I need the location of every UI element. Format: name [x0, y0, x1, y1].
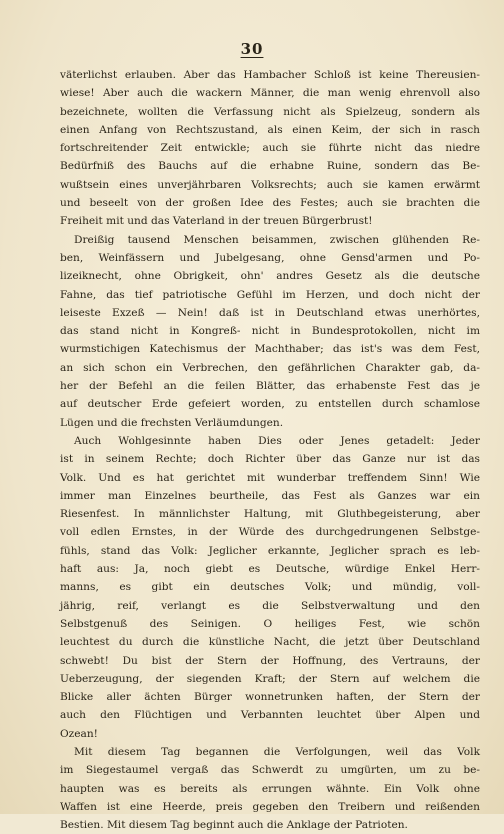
text-line: Ueberzeugung, der siegenden Kraft; der Stern auf welchem die [60, 672, 480, 685]
text-line: Bestien. Mit diesem Tag beginnt auch die Anklage der Patrioten. [60, 819, 408, 832]
text-line: Mit diesem Tag begannen die Verfolgungen, weil das Volk [74, 745, 480, 758]
text-line: und beseelt von der großen Idee des Festes; auch sie brachten die [60, 197, 480, 210]
text-line: Fahne, das tief patriotische Gefühl im Herzen, und doch nicht der [60, 288, 480, 301]
text-line: schwebt! Du bist der Stern der Hoffnung, des Vertrauns, der [60, 654, 480, 667]
text-line: einen Anfang von Rechtszustand, als einen Keim, der sich in rasch [60, 123, 480, 136]
body-text [60, 66, 480, 834]
text-line: an sich schon ein Verbrechen, den gefährlichen Charakter gab, da- [60, 361, 480, 374]
text-line: wurmstichigen Katechismus der Machthaber; das ist's was dem Fest, [60, 343, 480, 356]
text-line: wiese! Aber auch die wackern Männer, die man wenig ehrenvoll also [60, 87, 480, 100]
text-line: Riesenfest. In männlichster Haltung, mit Gluthbegeisterung, aber [60, 508, 480, 521]
text-line: wußtsein eines unverjährbaren Volksrechts; auch sie kamen erwärmt [60, 178, 480, 191]
text-line: im Siegestaumel vergaß das Schwerdt zu umgürten, um zu be- [60, 764, 480, 777]
text-line: auch den Flüchtigen und Verbannten leuchtet über Alpen und [60, 709, 480, 722]
text-line: fühls, stand das Volk: Jeglicher erkannte, Jeglicher sprach es leb- [60, 544, 480, 557]
text-line: ist in seinem Rechte; doch Richter über das Ganze nur ist das [60, 453, 480, 466]
page-number: 30 [240, 40, 264, 58]
text-line: leuchtest du durch die künstliche Nacht, die jetzt über Deutschland [60, 636, 480, 649]
text-line: Ozean! [60, 727, 98, 740]
text-line: Lügen und die frechsten Verläumdungen. [60, 416, 284, 429]
text-line: Selbstgenuß des Seinigen. O heiliges Fest, wie schön [60, 617, 480, 630]
text-line: haft aus: Ja, noch giebt es Deutsche, würdige Enkel Herr- [60, 563, 480, 576]
text-line: Waffen ist eine Heerde, preis gegeben den Treibern und reißenden [60, 800, 480, 813]
text-line: Bedürfniß des Bauchs auf die erhabne Ruine, sondern das Be- [60, 160, 480, 173]
text-line: auf deutscher Erde gefeiert worden, zu entstellen durch schamlose [60, 398, 480, 411]
text-line: väterlichst erlauben. Aber das Hambacher Schloß ist keine Thereusien- [60, 69, 480, 81]
text-line: das stand nicht in Kongreß- nicht in Bundesprotokollen, nicht im [60, 325, 480, 338]
text-line: Blicke aller ächten Bürger wonnetrunken haften, der Stern der [60, 691, 480, 704]
text-line: haupten was es bereits als errungen wähnte. Ein Volk ohne [60, 782, 480, 795]
text-line: leiseste Exzeß — Nein! daß ist in Deutschland etwas unerhörtes, [60, 306, 480, 319]
text-line: immer man Einzelnes beurtheile, das Fest als Ganzes war ein [60, 489, 480, 502]
text-line: Freiheit mit und das Vaterland in der treuen Bürgerbrust! [60, 215, 373, 228]
text-line: bezeichnete, wollten die Verfassung nicht als Spielzeug, sondern als [60, 105, 480, 118]
text-line: ben, Weinfässern und Jubelgesang, ohne Gensd'armen und Po- [60, 251, 480, 264]
text-line: jährig, reif, verlangt es die Selbstverwaltung und den [60, 599, 480, 612]
text-line: Volk. Und es hat gerichtet mit wunderbar treffendem Sinn! Wie [60, 471, 480, 484]
text-line: voll edlen Ernstes, in der Würde des durchgedrungenen Selbstge- [60, 526, 480, 539]
text-line: Dreißig tausend Menschen beisammen, zwischen glühenden Re- [74, 233, 480, 246]
text-line: Auch Wohlgesinnte haben Dies oder Jenes getadelt: Jeder [74, 434, 480, 447]
text-line: manns, es gibt ein deutsches Volk; und mündig, voll- [60, 581, 480, 594]
text-line: her der Befehl an die feilen Blätter, das erhabenste Fest das je [60, 380, 480, 393]
text-line: fortschreitender Zeit entwickle; auch sie führte nicht das niedre [60, 142, 480, 155]
text-line: lizeiknecht, ohne Obrigkeit, ohn' andres Gesetz als die deutsche [60, 270, 480, 283]
